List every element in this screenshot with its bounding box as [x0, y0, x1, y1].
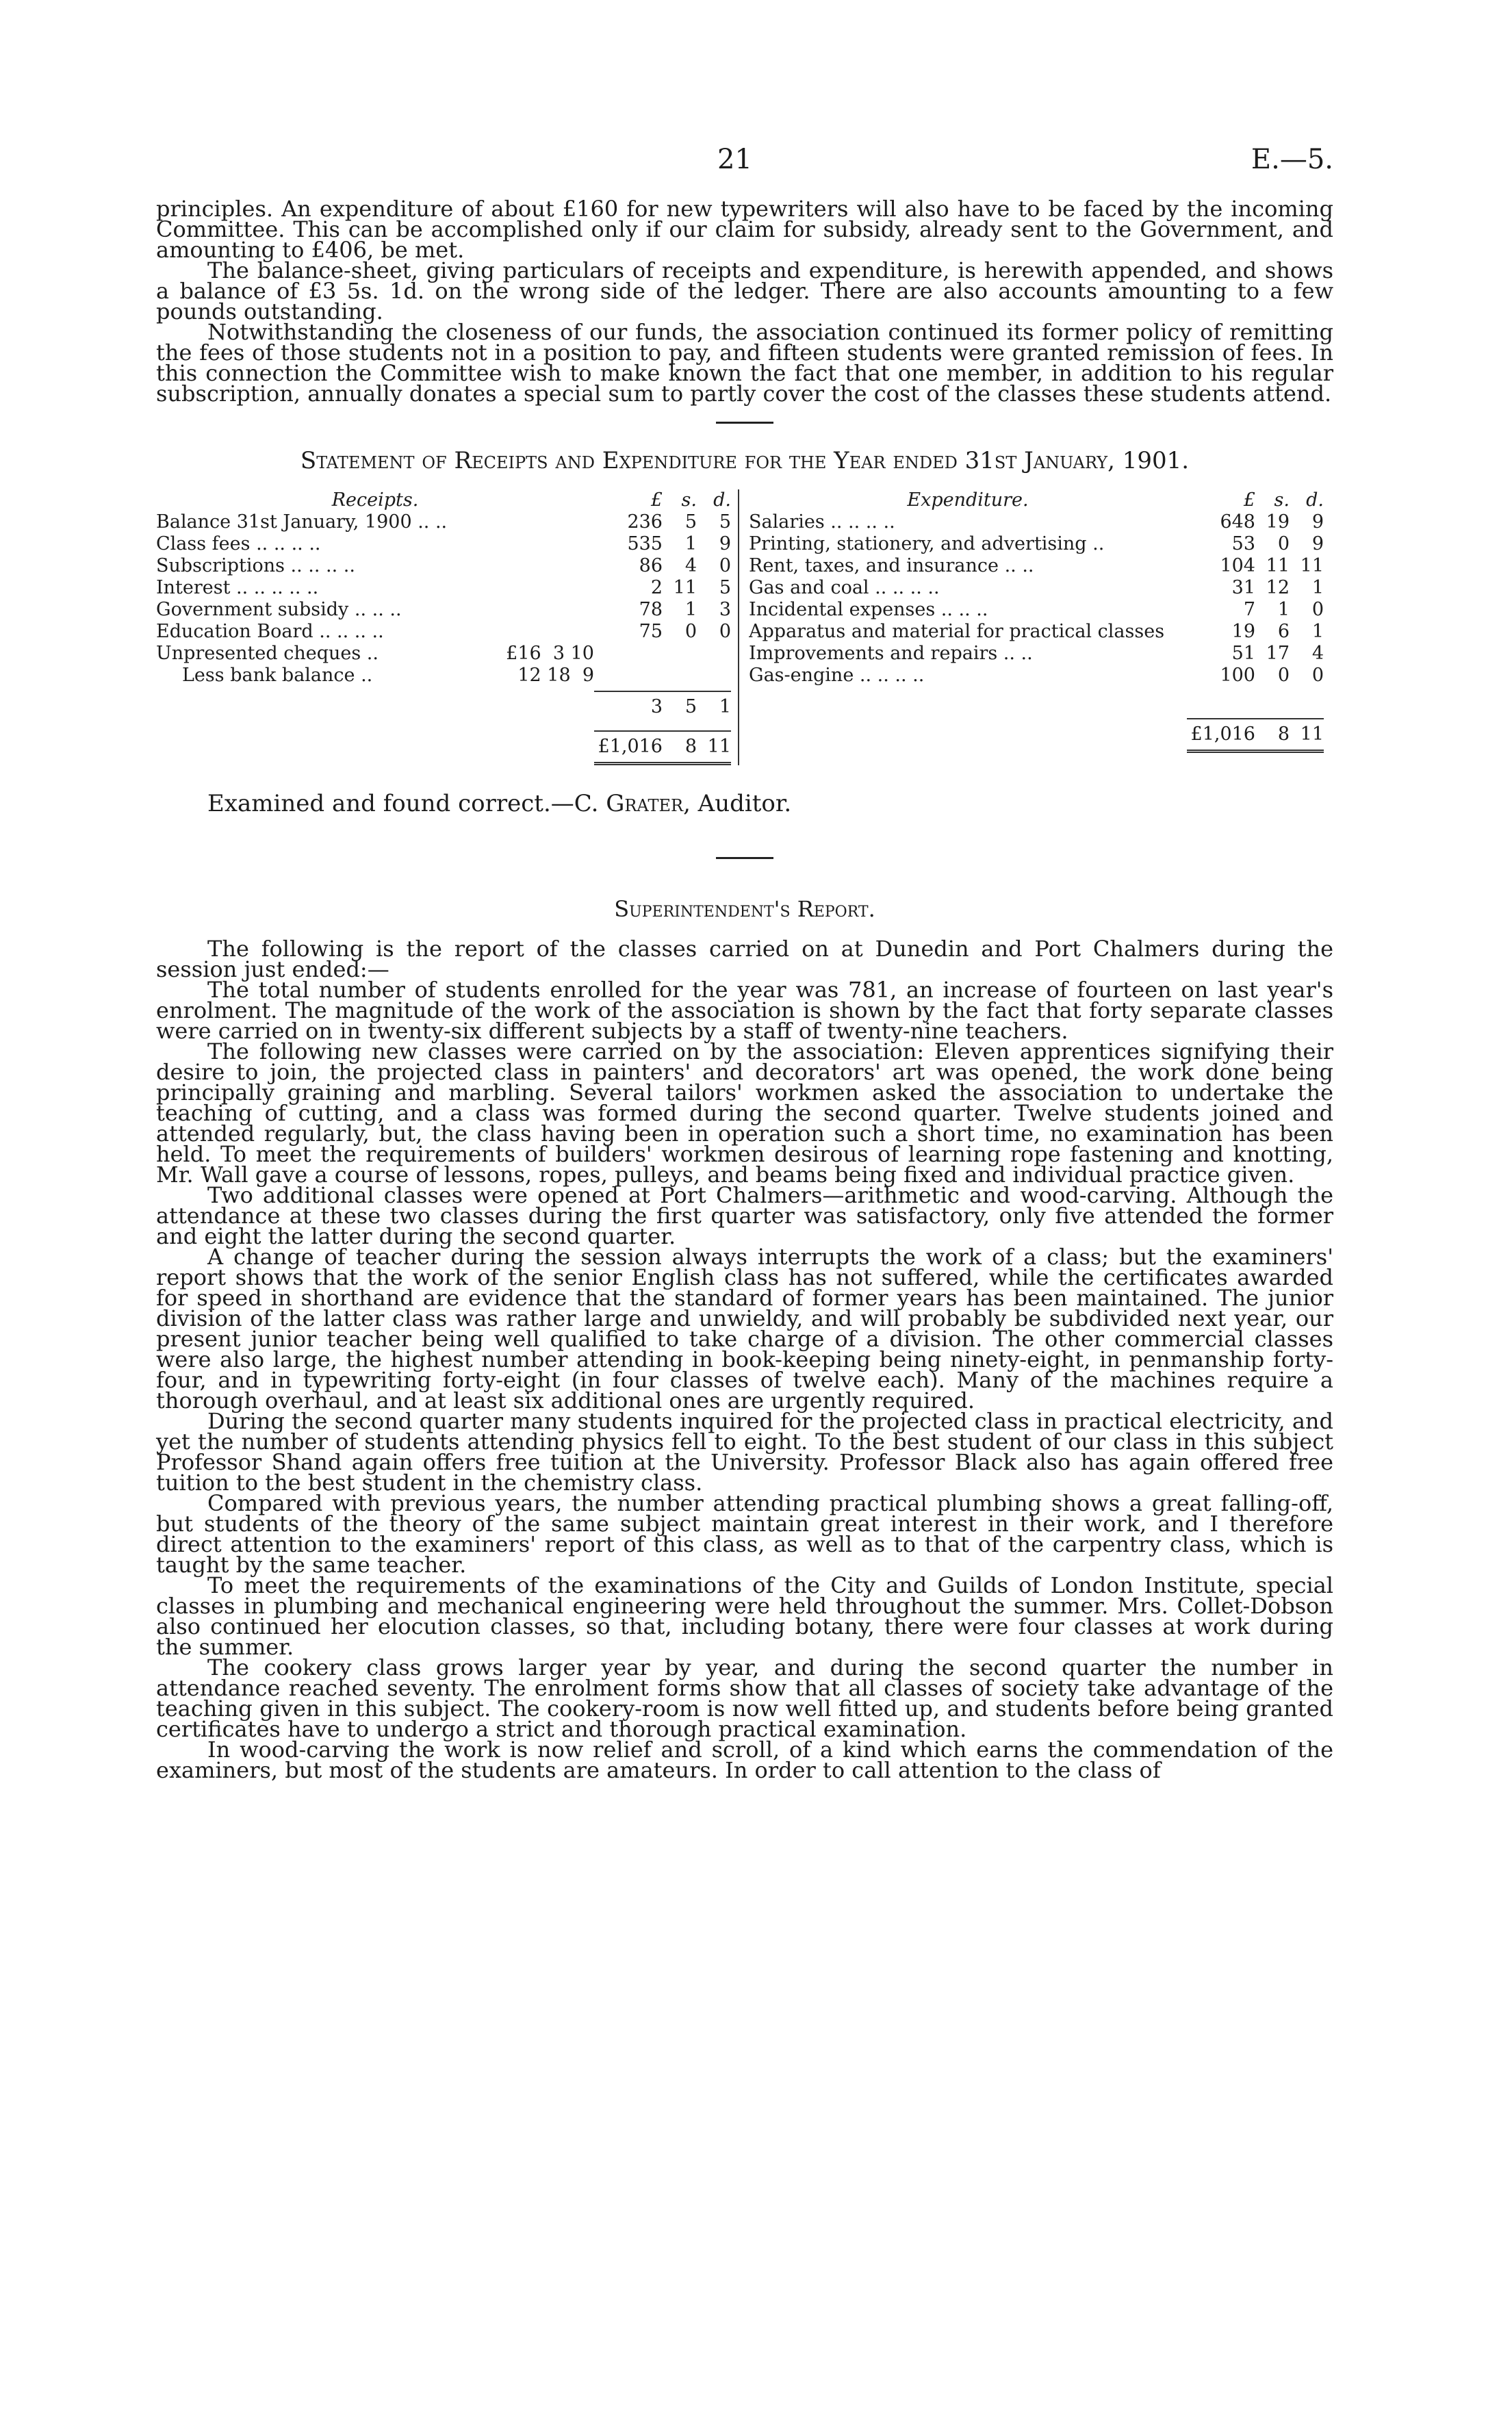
amount-shillings: 0: [1277, 533, 1290, 554]
amount-pounds: 31: [1231, 577, 1255, 598]
amount-pence: 0: [719, 621, 731, 642]
paragraph: The total number of students enrolled for the year was 781, an increase of fourteen on last year's enrolment. The magnitude of the work of the association is shown by the fact that forty separate classes were carried on in twenty-six different subjects by a staff of twenty-nine teachers.: [156, 977, 1333, 1044]
amount-pounds: 236: [627, 511, 663, 533]
row-label: Less bank balance ..: [182, 665, 373, 686]
amount-pence: 1: [719, 696, 731, 717]
row-label: Incidental expenses .. .. ..: [749, 599, 988, 620]
ledger-row: [749, 665, 1324, 687]
amount-shillings: 1: [1277, 599, 1290, 620]
amount-pounds: 7: [1243, 599, 1255, 620]
amount-pounds: 3: [650, 696, 663, 717]
paragraph: The following new classes were carried on by the association: Eleven apprentices signifying their desire to join, the projected class in painters' and decorators' art was opened, the work done being principally graining and marbling. Several tailors' workmen asked the association to undertake the teaching of cutting, and a class was formed during the second quarter. Twelve students joined and attended regularly, but, the class having been in operation such a short time, no examination has been held. To meet the requirements of builders' workmen desirous of learning rope fastening and knotting, Mr. Wall gave a course of lessons, ropes, pulleys, and beams being fixed and individual practice given.: [156, 1038, 1333, 1188]
row-label: Printing, stationery, and advertising ..: [749, 533, 1105, 554]
ledger-row: [749, 577, 1324, 599]
document-page: [156, 0, 1333, 1783]
receipts-total: [156, 730, 731, 765]
amount-pounds: 104: [1220, 555, 1255, 576]
divider: [716, 857, 773, 859]
row-label: Rent, taxes, and insurance .. ..: [749, 555, 1034, 576]
amount-shillings: 1: [684, 533, 697, 554]
balance-sheet-table: [156, 489, 1333, 765]
expenditure-heading: Expenditure.: [907, 489, 1029, 511]
ledger-row: [749, 643, 1324, 665]
ledger-row: [156, 555, 731, 577]
ledger-row: [749, 511, 1324, 533]
total-shillings: 8: [1277, 724, 1290, 745]
divider: [716, 422, 773, 424]
expenditure-header: [749, 489, 1324, 511]
paragraph: Notwithstanding the closeness of our funds, the association continued its former policy of remitting the fees of those students not in a position to pay, and fifteen students were granted remission of fees. In this connection the Committee wish to make known the fact that one member, in addition to his regular subscription, annually donates a special sum to partly cover the cost of the classes these students attend.: [156, 319, 1333, 407]
pound-head: £: [650, 489, 663, 511]
amount-pounds: 78: [639, 599, 663, 620]
amount-pence: 0: [1311, 665, 1324, 686]
amount-pence: 4: [1311, 643, 1324, 664]
amount-shillings: 11: [1266, 555, 1290, 576]
row-amount: £16 3 10: [506, 643, 594, 664]
subtotal-rule: [594, 691, 731, 692]
paragraph: principles. An expenditure of about £160 for new typewriters will also have to be faced by the incoming Committee. This can be accomplished only if our claim for subsidy, already sent to the Government, and amounting to £406, be met.: [156, 196, 1333, 263]
report-section: [156, 936, 1333, 1783]
paragraph: To meet the requirements of the examinations of the City and Guilds of London Institute, special classes in plumbing and mechanical engineering were held throughout the summer. Mrs. Collet-Dobson also continued her elocution classes, so that, including botany, there were four classes at work during the summer.: [156, 1572, 1333, 1660]
intro-section: [156, 196, 1333, 407]
page-number: 21: [717, 144, 752, 175]
amount-pounds: 535: [627, 533, 663, 554]
amount-shillings: 0: [1277, 665, 1290, 686]
amount-pence: 9: [1311, 511, 1324, 533]
row-label: Salaries .. .. .. ..: [749, 511, 895, 533]
amount-shillings: 11: [673, 577, 697, 598]
row-label: Gas and coal .. .. .. ..: [749, 577, 940, 598]
expenditure-total: [749, 718, 1324, 753]
paragraph: The cookery class grows larger year by year, and during the second quarter the number in attendance reached seventy. The enrolment forms show that all classes of society take advantage of the teaching given in this subject. The cookery-room is now well fitted up, and students before being granted certificates have to undergo a strict and thorough practical examination.: [156, 1654, 1333, 1742]
auditor-note: [207, 790, 1333, 817]
net-balance-row: [156, 696, 731, 718]
row-label: Unpresented cheques ..: [156, 643, 379, 664]
amount-pounds: 648: [1220, 511, 1255, 533]
paragraph: Two additional classes were opened at Port Chalmers—arithmetic and wood-carving. Although the attendance at these two classes during the first quarter was satisfactory, only five attended the former and eight the latter during the second quarter.: [156, 1182, 1333, 1249]
ledger-row: [749, 599, 1324, 621]
ledger-row: [156, 621, 731, 643]
receipts-heading: Receipts.: [331, 489, 419, 511]
amount-pounds: 51: [1231, 643, 1255, 664]
paragraph: During the second quarter many students inquired for the projected class in practical electricity, and yet the number of students attending physics fell to eight. To the best student of our class in this subject Professor Shand again offers free tuition at the University. Professor Black also has again offered free tuition to the best student in the chemistry class.: [156, 1408, 1333, 1496]
amount-shillings: 0: [684, 621, 697, 642]
statement-title: Statement of Receipts and Expenditure for the Year ended 31st January, 1901.: [300, 447, 1190, 474]
row-label: Subscriptions .. .. .. ..: [156, 555, 355, 576]
ledger-row: [156, 577, 731, 599]
amount-pounds: 19: [1231, 621, 1255, 642]
row-label: Class fees .. .. .. ..: [156, 533, 321, 554]
unpresented-row: [156, 643, 731, 665]
total-pence: 11: [1300, 724, 1324, 745]
paragraph: The balance-sheet, giving particulars of receipts and expenditure, is herewith appended, and shows a balance of £3 5s. 1d. on the wrong side of the ledger. There are also accounts amounting to a few pounds outstanding.: [156, 257, 1333, 324]
ledger-row: [156, 599, 731, 621]
amount-shillings: 17: [1266, 643, 1290, 664]
row-label: Interest .. .. .. .. ..: [156, 577, 319, 598]
amount-pounds: 86: [639, 555, 663, 576]
amount-pence: 9: [1311, 533, 1324, 554]
shilling-head: s.: [1274, 489, 1290, 511]
amount-shillings: 5: [684, 696, 697, 717]
amount-pence: 0: [719, 555, 731, 576]
row-label: Government subsidy .. .. ..: [156, 599, 402, 620]
amount-shillings: 4: [684, 555, 697, 576]
page-code: E.—5.: [1251, 144, 1333, 175]
amount-pounds: 75: [639, 621, 663, 642]
total-pence: 11: [707, 736, 731, 757]
amount-pence: 9: [719, 533, 731, 554]
amount-pounds: 2: [650, 577, 663, 598]
row-label: Balance 31st January, 1900 .. ..: [156, 511, 448, 533]
row-amount: 12 18 9: [517, 665, 594, 686]
paragraph: The following is the report of the classes carried on at Dunedin and Port Chalmers during the session just ended:—: [156, 936, 1333, 982]
ledger-row: [749, 533, 1324, 555]
amount-pence: 1: [1311, 577, 1324, 598]
ledger-row: [749, 555, 1324, 577]
amount-pence: 1: [1311, 621, 1324, 642]
total-pounds: £1,016: [598, 736, 663, 757]
pence-head: d.: [1306, 489, 1324, 511]
ledger-row: [749, 621, 1324, 643]
ledger-row: [156, 533, 731, 555]
pound-head: £: [1243, 489, 1255, 511]
expenditure-column: [739, 489, 1324, 765]
amount-shillings: 12: [1266, 577, 1290, 598]
receipts-header: [156, 489, 731, 511]
row-label: Education Board .. .. .. ..: [156, 621, 384, 642]
pence-head: d.: [713, 489, 731, 511]
section-heading: Superintendent's Report.: [614, 896, 875, 922]
amount-shillings: 19: [1266, 511, 1290, 533]
auditor-name: Grater: [606, 790, 684, 817]
amount-pence: 5: [719, 511, 731, 533]
amount-pounds: 53: [1231, 533, 1255, 554]
row-label: Improvements and repairs .. ..: [749, 643, 1033, 664]
auditor-suffix: , Auditor.: [683, 790, 792, 817]
row-label: Apparatus and material for practical classes: [749, 621, 1165, 642]
total-shillings: 8: [684, 736, 697, 757]
row-label: Gas-engine .. .. .. ..: [749, 665, 925, 686]
amount-shillings: 6: [1277, 621, 1290, 642]
paragraph: Compared with previous years, the number attending practical plumbing shows a great falling-off, but students of the theory of the same subject maintain great interest in their work, and I therefore direct attention to the examiners' report of this class, as well as to that of the carpentry class, which is taught by the same teacher.: [156, 1490, 1333, 1578]
amount-shillings: 1: [684, 599, 697, 620]
total-pounds: £1,016: [1190, 724, 1255, 745]
receipts-column: [156, 489, 739, 765]
paragraph: In wood-carving the work is now relief and scroll, of a kind which earns the commendation of the examiners, but most of the students are amateurs. In order to call attention to the class of: [156, 1737, 1333, 1783]
amount-pence: 0: [1311, 599, 1324, 620]
amount-pence: 5: [719, 577, 731, 598]
amount-pence: 3: [719, 599, 731, 620]
amount-pence: 11: [1300, 555, 1324, 576]
page-header: [156, 0, 1333, 199]
amount-pounds: 100: [1220, 665, 1255, 686]
ledger-row: [156, 511, 731, 533]
auditor-text: Examined and found correct.—C.: [207, 790, 606, 817]
amount-shillings: 5: [684, 511, 697, 533]
shilling-head: s.: [681, 489, 697, 511]
paragraph: A change of teacher during the session always interrupts the work of a class; but the examiners' report shows that the work of the senior English class has not suffered, while the certificates awarded for speed in shorthand are evidence that the standard of former years has been maintained. The junior division of the latter class was rather large and unwieldy, and will probably be subdivided next year, our present junior teacher being well qualified to take charge of a division. The other commercial classes were also large, the highest number attending in book-keeping being ninety-eight, in penmanship forty-four, and in typewriting forty-eight (in four classes of twelve each). Many of the machines require a thorough overhaul, and at least six additional ones are urgently required.: [156, 1244, 1333, 1414]
less-bank-row: [156, 665, 731, 687]
